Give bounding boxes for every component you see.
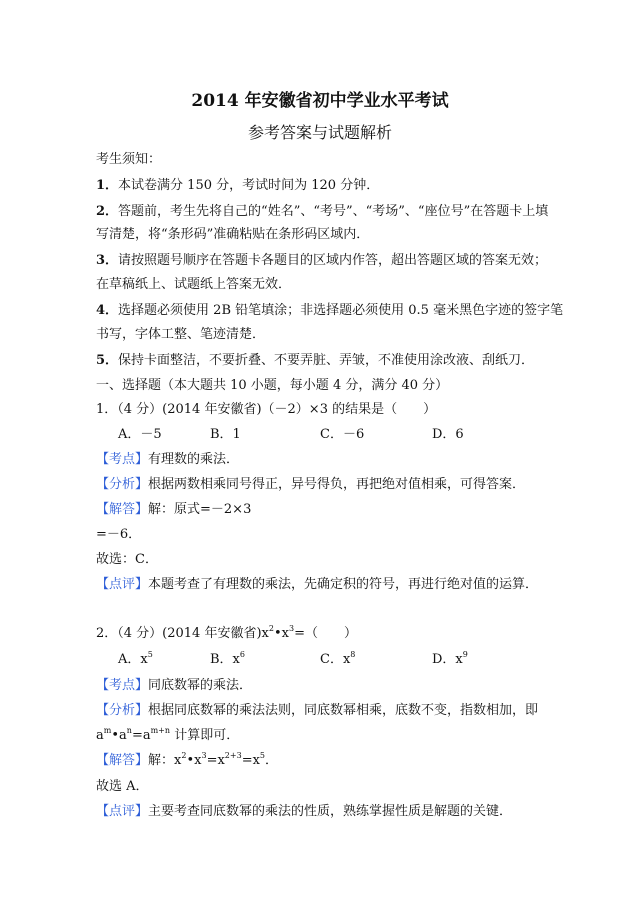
- fenxi-text: 根据两数相乘同号得正，异号得负，再把绝对值相乘，可得答案．: [148, 477, 526, 492]
- q1-option-d: D．6: [432, 427, 464, 442]
- notice-item: 2．答题前，考生先将自己的“姓名”、“考号”、“考场”、“座位号”在答题卡上填: [96, 204, 549, 219]
- section-heading: 一、选择题（本大题共 10 小题，每小题 4 分，满分 40 分）: [96, 378, 449, 393]
- q2-choice: 故选 A．: [96, 779, 149, 794]
- notice-item: 在草稿纸上、试题纸上答案无效．: [96, 277, 292, 292]
- q2-dianping: [96, 803, 512, 821]
- notice-item: 5．保持卡面整洁，不要折叠、不要弄脏、弄皱，不准使用涂改液、刮纸刀．: [96, 353, 535, 368]
- q2-option-d: D．$x^9$: [432, 650, 468, 667]
- q1-fenxi: [96, 476, 525, 494]
- notice-item: 1．本试卷满分 150 分，考试时间为 120 分钟．: [96, 178, 380, 193]
- fenxi-tag: 【分析】: [96, 477, 149, 492]
- q2-option-a: A．$x^5$: [118, 650, 153, 667]
- q1-kaodian: [96, 451, 239, 469]
- notice-item: 书写，字体工整、笔迹清楚．: [96, 327, 266, 342]
- q1-choice: 故选：C．: [96, 552, 158, 567]
- jieda-tag: 【解答】: [96, 502, 149, 517]
- q2-kaodian: [96, 677, 252, 695]
- q2-option-c: C．$x^8$: [320, 650, 356, 667]
- notice-item: 写清楚，将“条形码”准确粘贴在条形码区域内．: [96, 227, 370, 242]
- q2-fenxi: [96, 702, 538, 720]
- q2-jieda: 【解答】解：$x^2•x^3=x^{2+3}=x^5$．: [96, 751, 279, 768]
- q1-option-c: C．－6: [320, 427, 365, 442]
- kaodian-tag: 【考点】: [96, 452, 149, 467]
- jieda-text: 解：: [148, 753, 175, 768]
- rule-tail: 计算即可．: [174, 728, 240, 743]
- q2-stem: 2．（4 分）(2014 年安徽省)$x^2•x^3=$（ ）: [96, 624, 357, 641]
- dianping-tag: 【点评】: [96, 577, 149, 592]
- page-subtitle: 参考答案与试题解析: [247, 123, 392, 142]
- q1-jieda: [96, 501, 251, 519]
- jieda-tag: 【解答】: [96, 753, 149, 768]
- dianping-text: 主要考查同底数幂的乘法的性质，熟练掌握性质是解题的关键．: [148, 804, 513, 819]
- q2-stem-prefix: 2．（4 分）(2014 年安徽省)x: [96, 626, 269, 641]
- notice-item: 3．请按照题号顺序在答题卡各题目的区域内作答，超出答题区域的答案无效；: [96, 253, 548, 268]
- kaodian-tag: 【考点】: [96, 678, 149, 693]
- q2-rule: $a^m•a^n=a^{m+n}$ 计算即可．: [96, 726, 240, 743]
- notice-item: 4．选择题必须使用 2B 铅笔填涂；非选择题必须使用 0.5 毫米黑色字迹的签字笔: [96, 303, 564, 318]
- q1-dianping: [96, 576, 538, 594]
- kaodian-text: 有理数的乘法．: [148, 452, 240, 467]
- fenxi-tag: 【分析】: [96, 703, 149, 718]
- dianping-tag: 【点评】: [96, 804, 149, 819]
- q1-step: =－6．: [96, 527, 142, 542]
- notice-heading: 考生须知：: [96, 152, 162, 167]
- page-title: 2014 年安徽省初中学业水平考试: [191, 91, 449, 111]
- fenxi-text: 根据同底数幂的乘法法则，同底数幂相乘，底数不变，指数相加，即: [148, 703, 539, 718]
- q1-stem: 1．（4 分）(2014 年安徽省)（－2）×3 的结果是（ ）: [96, 402, 437, 417]
- kaodian-text: 同底数幂的乘法．: [148, 678, 253, 693]
- dianping-text: 本题考查了有理数的乘法，先确定积的符号，再进行绝对值的运算．: [148, 577, 539, 592]
- q1-option-a: A．－5: [118, 427, 162, 442]
- q1-option-b: B．1: [210, 427, 241, 442]
- q2-option-b: B．$x^6$: [210, 650, 245, 667]
- jieda-text: 解：原式=－2×3: [148, 502, 252, 517]
- q2-stem-suffix: =（ ）: [294, 626, 357, 641]
